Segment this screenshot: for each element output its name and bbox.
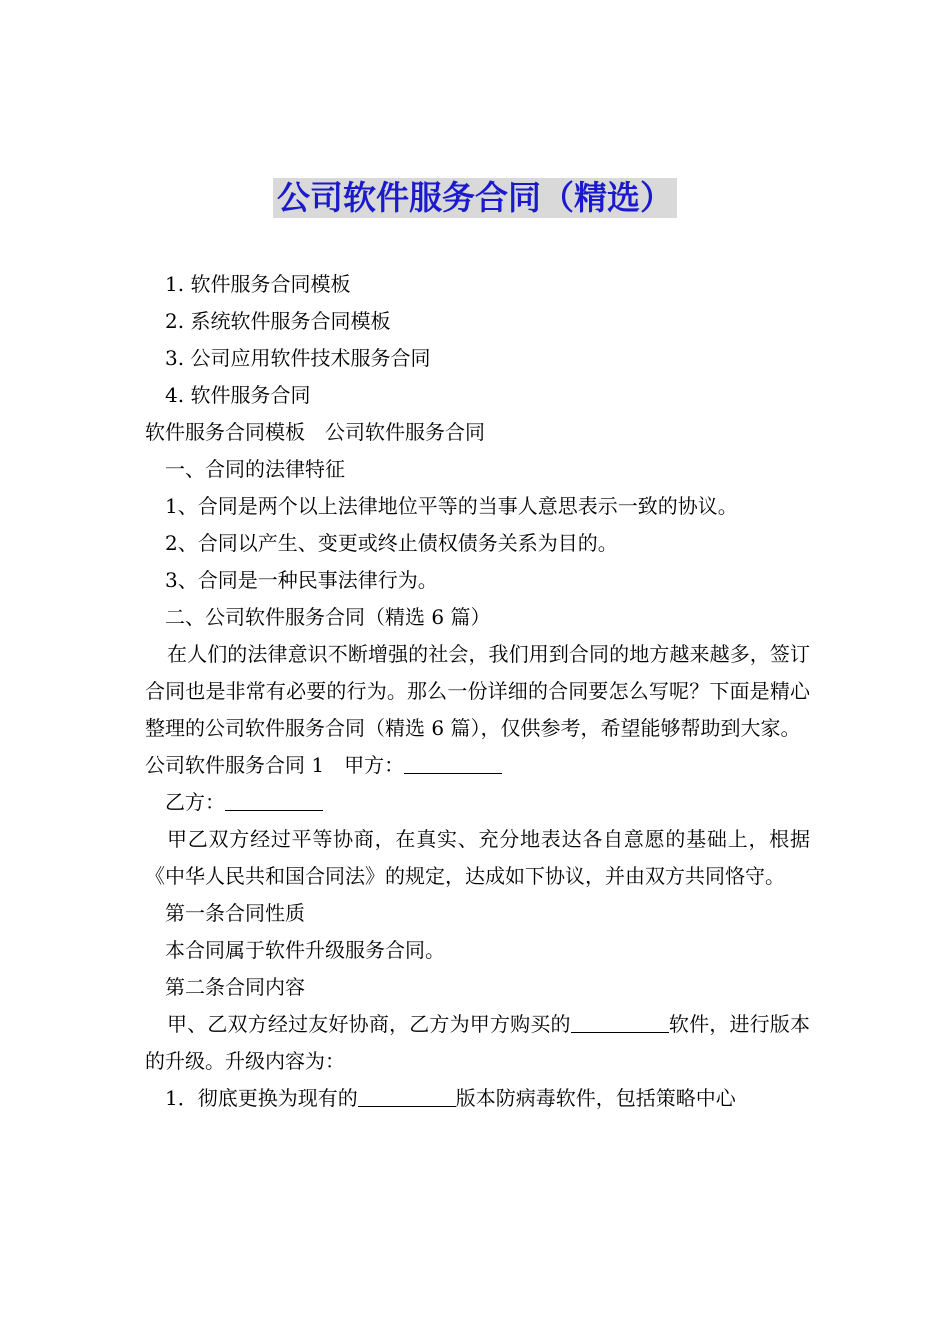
list-item: 1、合同是两个以上法律地位平等的当事人意思表示一致的协议。	[165, 494, 738, 518]
article-text-part: 软件，进行版本的升级。升级内容为：	[145, 1012, 811, 1073]
party-b-blank	[225, 788, 323, 811]
toc-item: 2. 系统软件服务合同模板	[165, 309, 391, 333]
heading-line: 软件服务合同模板 公司软件服务合同	[145, 420, 485, 444]
item-text-part: 1．彻底更换为现有的	[165, 1086, 358, 1110]
toc-item: 3. 公司应用软件技术服务合同	[165, 346, 431, 370]
list-item	[145, 1080, 810, 1117]
intro-paragraph: 在人们的法律意识不断增强的社会，我们用到合同的地方越来越多，签订合同也是非常有必要的行为。那么一份详细的合同要怎么写呢？下面是精心整理的公司软件服务合同（精选 6 篇），仅供参考，希望能够帮助到大家。	[145, 642, 810, 740]
software-blank	[571, 1010, 669, 1033]
party-b-line	[145, 784, 810, 821]
item-text-part: 版本防病毒软件，包括策略中心	[455, 1086, 736, 1110]
section-title: 二、公司软件服务合同（精选 6 篇）	[165, 605, 491, 629]
contract-label: 公司软件服务合同 1 甲方：	[145, 753, 405, 777]
toc-item: 4. 软件服务合同	[165, 383, 311, 407]
version-blank	[358, 1084, 456, 1107]
document-title: 公司软件服务合同（精选）	[273, 178, 677, 218]
party-b-label: 乙方：	[165, 790, 225, 814]
party-a-blank	[404, 751, 502, 774]
article-text: 本合同属于软件升级服务合同。	[165, 938, 445, 962]
article-title: 第一条合同性质	[165, 901, 305, 925]
article-text-part: 甲、乙双方经过友好协商，乙方为甲方购买的	[167, 1012, 571, 1036]
list-item: 2、合同以产生、变更或终止债权债务关系为目的。	[165, 531, 618, 555]
preamble-paragraph: 甲乙双方经过平等协商，在真实、充分地表达各自意愿的基础上，根据《中华人民共和国合同法》的规定，达成如下协议，并由双方共同恪守。	[145, 827, 810, 888]
article-title: 第二条合同内容	[165, 975, 305, 999]
title-container	[0, 178, 950, 218]
document-body	[145, 266, 810, 1117]
section-title: 一、合同的法律特征	[165, 457, 345, 481]
article-paragraph	[145, 1006, 810, 1080]
toc-item: 1. 软件服务合同模板	[165, 272, 351, 296]
list-item: 3、合同是一种民事法律行为。	[165, 568, 438, 592]
contract-header	[145, 747, 810, 784]
